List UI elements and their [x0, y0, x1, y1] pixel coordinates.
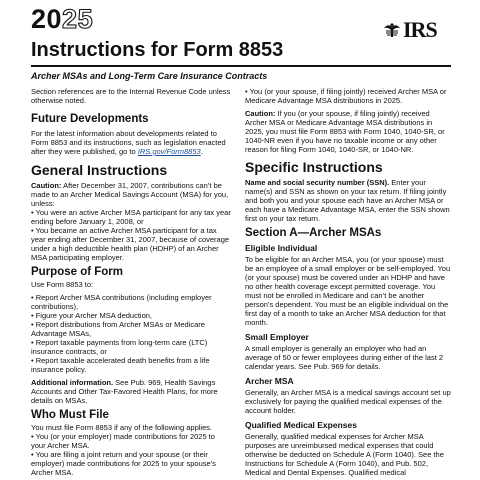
- qualified-medical-expenses-text: Generally, qualified medical expenses for Archer MSA purposes are unreimbursed medical expenses that could otherwise be deducted on Schedule A (Form 1040). See the Instructions for Schedule A (Form 1040), and Pub. 502, Medical and Dental Expenses. Qualified medical: [245, 432, 444, 477]
- filing-caution: Caution: If you (or your spouse, if filing jointly) received Archer MSA or Medicare Advantage MSA distributions in 2025, you must file Form 8853 with Form 1040, 1040-SR, or 1040-NR even if you have no taxable income or any other reason for filing Form 1040, 1040-SR, or 1040-NR.: [245, 109, 445, 154]
- left-column: [31, 87, 231, 477]
- general-instructions-heading: General Instructions: [31, 162, 168, 178]
- specific-instructions-heading: Specific Instructions: [245, 159, 383, 175]
- small-employer-heading: Small Employer: [245, 332, 309, 342]
- form-year: 2025: [31, 4, 94, 34]
- future-developments-text: For the latest information about developments related to Form 8853 and its instructions, such as legislation enacted after they were published, go to IRS.gov/Form8853.: [31, 129, 226, 156]
- title-divider: [31, 65, 451, 67]
- who-bullet: • You are filing a joint return and your spouse (or their employer) made contributions for 2025 to your spouse's Archer MSA.: [31, 450, 216, 477]
- name-ssn-text: Name and social security number (SSN). Enter your name(s) and SSN as shown on your tax return. If filing jointly and both you and your spouse each have an Archer MSA or each have a Medicare Advantage MSA, enter the SSN shown first on your tax return.: [245, 178, 450, 223]
- eligible-individual-heading: Eligible Individual: [245, 243, 318, 253]
- purpose-bullet: • Report taxable accelerated death benefits from a life insurance policy.: [31, 356, 210, 374]
- intro-text: Section references are to the Internal Revenue Code unless otherwise noted.: [31, 87, 231, 105]
- irs-logo: [382, 19, 437, 41]
- purpose-intro: Use Form 8853 to:: [31, 280, 94, 289]
- eligible-individual-text: To be eligible for an Archer MSA, you (or your spouse) must be an employee of a small employer or be self-employed. You (or your spouse) must be covered under an HDHP and have no other health coverage except permitted coverage. You must not be enrolled in Medicare and can’t be another person’s dependent. You must be an eligible individual on the first day of a month to take an Archer MSA deduction for that month.: [245, 255, 451, 327]
- general-caution: Caution: After December 31, 2007, contributions can’t be made to an Archer Medical Savings Account (MSA) for you, unless:: [31, 181, 229, 208]
- general-bullet: • You were an active Archer MSA participant for any tax year ending before January 1, 2008, or: [31, 208, 231, 226]
- purpose-of-form-heading: Purpose of Form: [31, 266, 124, 278]
- purpose-bullet: • Figure your Archer MSA deduction,: [31, 311, 153, 320]
- document-title: Instructions for Form 8853: [31, 39, 284, 61]
- archer-msa-heading: Archer MSA: [245, 376, 294, 386]
- additional-information: Additional information. See Pub. 969, Health Savings Accounts and Other Tax-Favored Health Plans, for more details on MSAs.: [31, 378, 218, 405]
- purpose-bullet: • Report Archer MSA contributions (including employer contributions),: [31, 293, 212, 311]
- section-a-heading: Section A—Archer MSAs: [245, 227, 382, 239]
- purpose-bullet: • Report distributions from Archer MSAs or Medicare Advantage MSAs,: [31, 320, 205, 338]
- who-must-file-intro: You must file Form 8853 if any of the following applies.: [31, 423, 213, 432]
- small-employer-text: A small employer is generally an employer who had an average of 50 or fewer employees during either of the last 2 calendar years. See Pub. 969 for details.: [245, 344, 444, 371]
- distribution-bullet: • You (or your spouse, if filing jointly) received Archer MSA or Medicare Advantage MSA distributions in 2025.: [245, 87, 447, 105]
- purpose-bullet: • Report taxable payments from long-term care (LTC) insurance contracts, or: [31, 338, 208, 356]
- irs-logo-text: IRS: [403, 17, 437, 42]
- general-bullet: • You became an active Archer MSA participant for a tax year ending after December 31, 2007, because of coverage under a high deductible health plan (HDHP) of an Archer MSA participating employer.: [31, 226, 230, 262]
- irs-form8853-link[interactable]: IRS.gov/Form8853: [137, 147, 201, 156]
- right-column: [245, 87, 451, 477]
- who-bullet: • You (or your employer) made contributions for 2025 to your Archer MSA.: [31, 432, 215, 450]
- document-subtitle: Archer MSAs and Long-Term Care Insurance Contracts: [31, 71, 268, 81]
- qualified-medical-expenses-heading: Qualified Medical Expenses: [245, 420, 357, 430]
- who-must-file-heading: Who Must File: [31, 409, 109, 421]
- archer-msa-text: Generally, an Archer MSA is a medical savings account set up exclusively for paying the qualified medical expenses of the account holder.: [245, 388, 451, 415]
- irs-eagle-icon: [382, 20, 402, 40]
- future-developments-heading: Future Developments: [31, 113, 149, 125]
